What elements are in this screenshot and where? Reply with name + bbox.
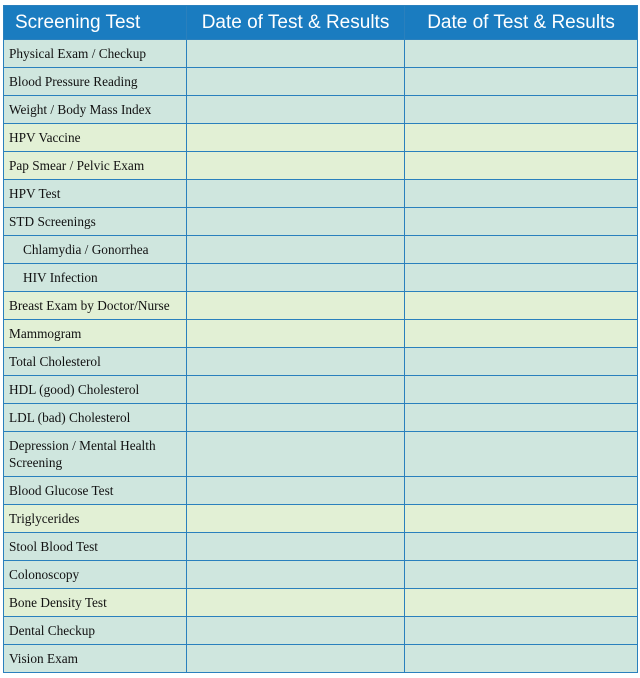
table-row bbox=[4, 617, 638, 645]
table-row bbox=[4, 292, 638, 320]
result-cell[interactable] bbox=[187, 124, 405, 152]
result-cell[interactable] bbox=[187, 533, 405, 561]
header-screening-test: Screening Test bbox=[4, 6, 187, 40]
result-cell[interactable] bbox=[187, 96, 405, 124]
row-label: HIV Infection bbox=[4, 264, 187, 292]
result-cell[interactable] bbox=[405, 96, 638, 124]
result-cell[interactable] bbox=[405, 208, 638, 236]
result-cell[interactable] bbox=[187, 180, 405, 208]
table-row bbox=[4, 505, 638, 533]
result-cell[interactable] bbox=[187, 208, 405, 236]
result-cell[interactable] bbox=[405, 292, 638, 320]
table-row bbox=[4, 320, 638, 348]
row-label: LDL (bad) Cholesterol bbox=[4, 404, 187, 432]
row-label: HDL (good) Cholesterol bbox=[4, 376, 187, 404]
header-date-results-2: Date of Test & Results bbox=[405, 6, 638, 40]
result-cell[interactable] bbox=[187, 589, 405, 617]
result-cell[interactable] bbox=[187, 404, 405, 432]
result-cell[interactable] bbox=[187, 505, 405, 533]
table-row bbox=[4, 124, 638, 152]
screening-table-container bbox=[3, 5, 637, 673]
row-label: Bone Density Test bbox=[4, 589, 187, 617]
result-cell[interactable] bbox=[405, 617, 638, 645]
table-row bbox=[4, 589, 638, 617]
result-cell[interactable] bbox=[187, 292, 405, 320]
row-label: Dental Checkup bbox=[4, 617, 187, 645]
result-cell[interactable] bbox=[405, 477, 638, 505]
table-body bbox=[4, 40, 638, 673]
row-label: STD Screenings bbox=[4, 208, 187, 236]
result-cell[interactable] bbox=[405, 236, 638, 264]
row-label: Chlamydia / Gonorrhea bbox=[4, 236, 187, 264]
result-cell[interactable] bbox=[405, 348, 638, 376]
result-cell[interactable] bbox=[187, 376, 405, 404]
result-cell[interactable] bbox=[405, 152, 638, 180]
result-cell[interactable] bbox=[405, 376, 638, 404]
result-cell[interactable] bbox=[187, 561, 405, 589]
table-row bbox=[4, 348, 638, 376]
result-cell[interactable] bbox=[187, 645, 405, 673]
table-row bbox=[4, 432, 638, 477]
result-cell[interactable] bbox=[405, 589, 638, 617]
table-row bbox=[4, 40, 638, 68]
result-cell[interactable] bbox=[187, 348, 405, 376]
row-label: HPV Test bbox=[4, 180, 187, 208]
table-row bbox=[4, 477, 638, 505]
table-row bbox=[4, 404, 638, 432]
result-cell[interactable] bbox=[405, 404, 638, 432]
result-cell[interactable] bbox=[187, 152, 405, 180]
row-label: Colonoscopy bbox=[4, 561, 187, 589]
row-label: Triglycerides bbox=[4, 505, 187, 533]
result-cell[interactable] bbox=[405, 320, 638, 348]
result-cell[interactable] bbox=[187, 320, 405, 348]
result-cell[interactable] bbox=[187, 236, 405, 264]
result-cell[interactable] bbox=[405, 68, 638, 96]
row-label: Pap Smear / Pelvic Exam bbox=[4, 152, 187, 180]
table-row bbox=[4, 68, 638, 96]
result-cell[interactable] bbox=[405, 40, 638, 68]
result-cell[interactable] bbox=[187, 617, 405, 645]
row-label: Stool Blood Test bbox=[4, 533, 187, 561]
result-cell[interactable] bbox=[405, 505, 638, 533]
result-cell[interactable] bbox=[405, 432, 638, 477]
header-row bbox=[4, 6, 638, 40]
result-cell[interactable] bbox=[405, 645, 638, 673]
row-label: Physical Exam / Checkup bbox=[4, 40, 187, 68]
table-row bbox=[4, 208, 638, 236]
table-row bbox=[4, 96, 638, 124]
row-label: Weight / Body Mass Index bbox=[4, 96, 187, 124]
table-row bbox=[4, 533, 638, 561]
table-row bbox=[4, 264, 638, 292]
table-row bbox=[4, 236, 638, 264]
row-label: Breast Exam by Doctor/Nurse bbox=[4, 292, 187, 320]
table-row bbox=[4, 180, 638, 208]
row-label: HPV Vaccine bbox=[4, 124, 187, 152]
table-row bbox=[4, 376, 638, 404]
result-cell[interactable] bbox=[187, 432, 405, 477]
screening-table bbox=[3, 5, 638, 673]
row-label: Mammogram bbox=[4, 320, 187, 348]
result-cell[interactable] bbox=[187, 68, 405, 96]
row-label: Depression / Mental Health Screening bbox=[4, 432, 187, 477]
row-label: Blood Glucose Test bbox=[4, 477, 187, 505]
result-cell[interactable] bbox=[405, 180, 638, 208]
result-cell[interactable] bbox=[405, 533, 638, 561]
table-row bbox=[4, 561, 638, 589]
result-cell[interactable] bbox=[405, 124, 638, 152]
row-label: Total Cholesterol bbox=[4, 348, 187, 376]
result-cell[interactable] bbox=[405, 264, 638, 292]
header-date-results-1: Date of Test & Results bbox=[187, 6, 405, 40]
table-row bbox=[4, 152, 638, 180]
table-row bbox=[4, 645, 638, 673]
result-cell[interactable] bbox=[405, 561, 638, 589]
result-cell[interactable] bbox=[187, 40, 405, 68]
row-label: Blood Pressure Reading bbox=[4, 68, 187, 96]
result-cell[interactable] bbox=[187, 264, 405, 292]
result-cell[interactable] bbox=[187, 477, 405, 505]
row-label: Vision Exam bbox=[4, 645, 187, 673]
